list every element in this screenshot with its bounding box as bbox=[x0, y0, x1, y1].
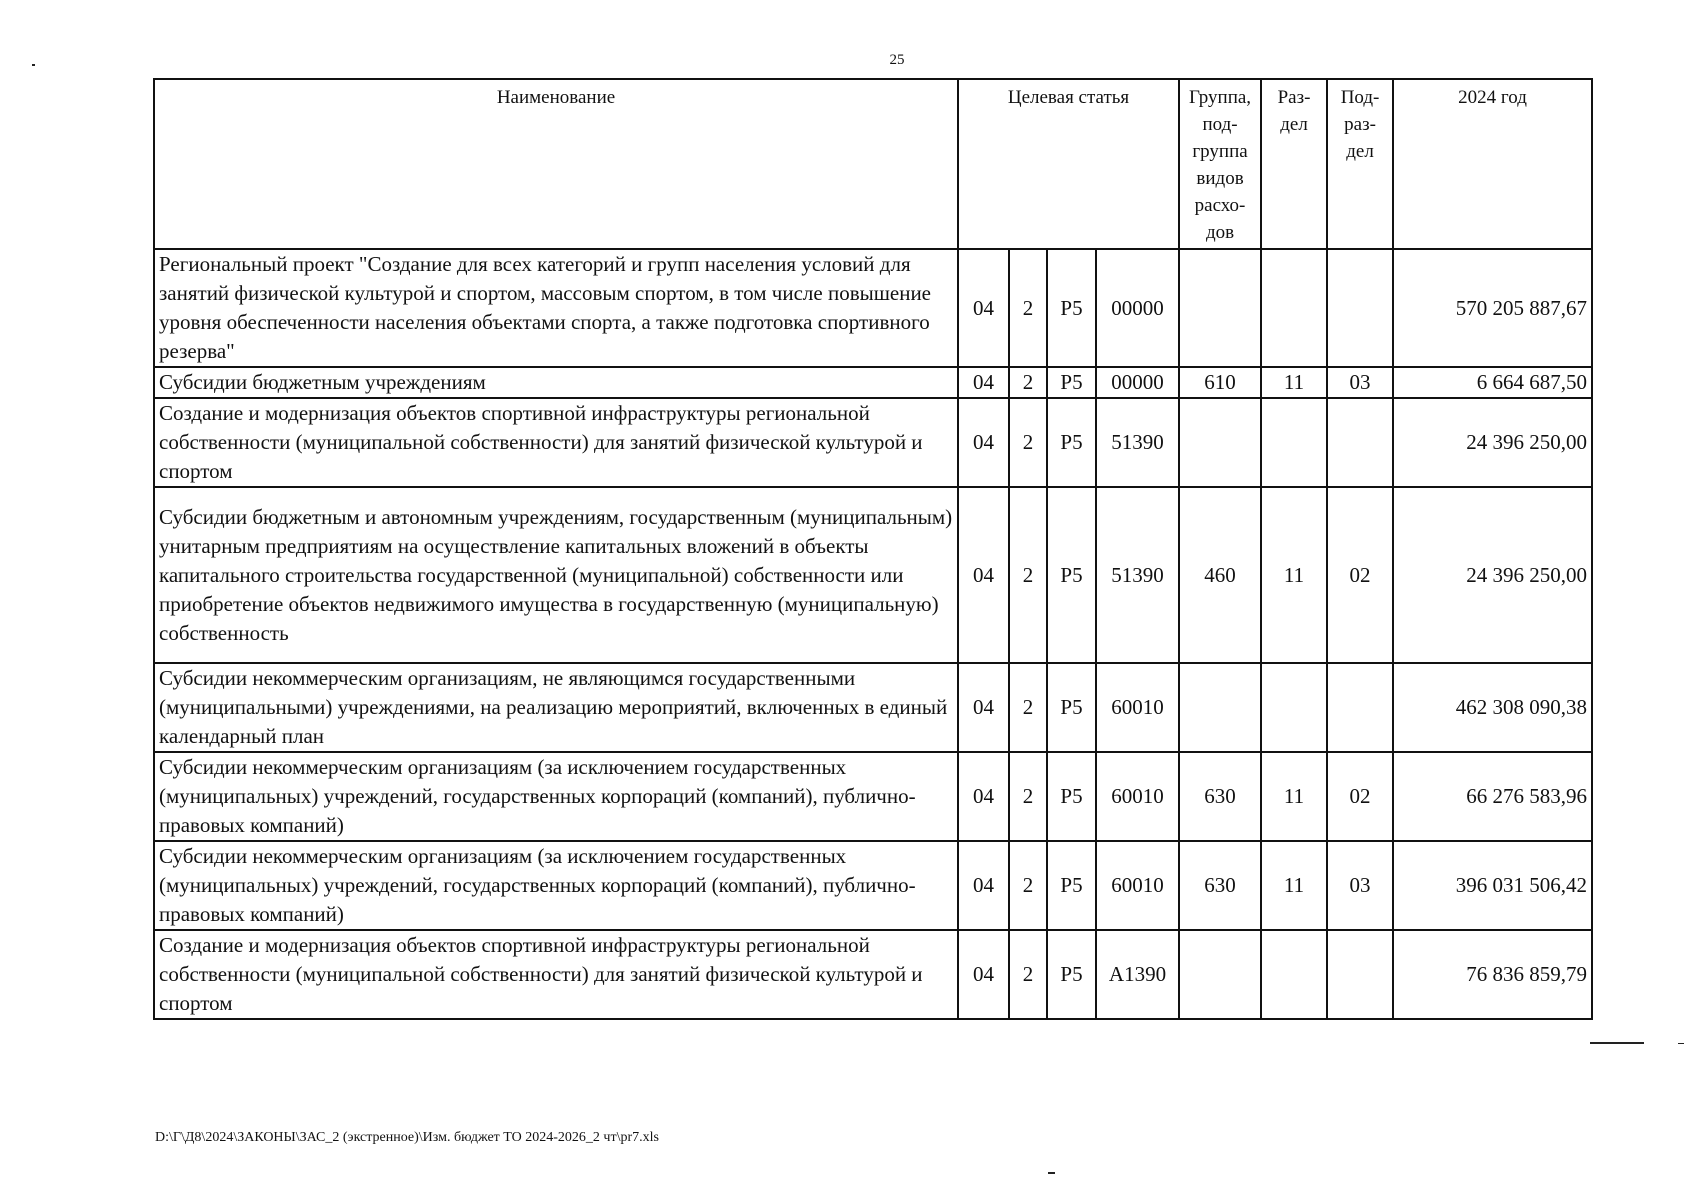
row-section-cell bbox=[1261, 398, 1327, 487]
row-target-part1-cell: 04 bbox=[958, 663, 1009, 752]
row-expense-group-cell bbox=[1179, 249, 1261, 367]
row-amount-cell: 396 031 506,42 bbox=[1393, 841, 1592, 930]
row-target-part1-cell: 04 bbox=[958, 487, 1009, 663]
scan-artifact-mark bbox=[1048, 1172, 1055, 1174]
row-expense-group-cell bbox=[1179, 663, 1261, 752]
row-subsection-cell bbox=[1327, 249, 1393, 367]
file-path-footer: D:\Г\Д8\2024\ЗАКОНЫ\ЗАС_2 (экстренное)\Изм. бюджет ТО 2024-2026_2 чт\pr7.xls bbox=[155, 1130, 659, 1145]
row-name-cell: Создание и модернизация объектов спортивной инфраструктуры региональной собственности (муниципальной собственности) для занятий физической культурой и спортом bbox=[154, 930, 958, 1019]
table-row bbox=[154, 663, 1592, 752]
row-target-part4-cell: 51390 bbox=[1096, 487, 1179, 663]
row-target-part2-cell: 2 bbox=[1009, 249, 1047, 367]
row-target-part2-cell: 2 bbox=[1009, 398, 1047, 487]
table-row bbox=[154, 487, 1592, 663]
row-target-part2-cell: 2 bbox=[1009, 367, 1047, 398]
row-target-part4-cell: A1390 bbox=[1096, 930, 1179, 1019]
row-target-part2-cell: 2 bbox=[1009, 663, 1047, 752]
row-target-part4-cell: 00000 bbox=[1096, 367, 1179, 398]
row-target-part2-cell: 2 bbox=[1009, 841, 1047, 930]
scan-artifact-mark bbox=[1590, 1042, 1644, 1044]
row-target-part4-cell: 51390 bbox=[1096, 398, 1179, 487]
row-target-part4-cell: 00000 bbox=[1096, 249, 1179, 367]
row-expense-group-cell bbox=[1179, 930, 1261, 1019]
row-expense-group-cell: 460 bbox=[1179, 487, 1261, 663]
row-target-part1-cell: 04 bbox=[958, 752, 1009, 841]
row-expense-group-cell: 630 bbox=[1179, 841, 1261, 930]
row-target-part4-cell: 60010 bbox=[1096, 841, 1179, 930]
row-expense-group-cell: 630 bbox=[1179, 752, 1261, 841]
row-subsection-cell: 03 bbox=[1327, 367, 1393, 398]
row-target-part3-cell: P5 bbox=[1047, 841, 1096, 930]
row-target-part1-cell: 04 bbox=[958, 398, 1009, 487]
row-name-cell: Создание и модернизация объектов спортивной инфраструктуры региональной собственности (муниципальной собственности) для занятий физической культурой и спортом bbox=[154, 398, 958, 487]
row-expense-group-cell: 610 bbox=[1179, 367, 1261, 398]
row-name-cell: Субсидии некоммерческим организациям, не являющимся государственными (муниципальными) учреждениями, на реализацию мероприятий, включенных в единый календарный план bbox=[154, 663, 958, 752]
table-row bbox=[154, 249, 1592, 367]
row-target-part4-cell: 60010 bbox=[1096, 752, 1179, 841]
table-row bbox=[154, 752, 1592, 841]
row-name-cell: Субсидии некоммерческим организациям (за исключением государственных (муниципальных) учреждений, государственных корпораций (компаний), публично-правовых компаний) bbox=[154, 752, 958, 841]
row-target-part3-cell: P5 bbox=[1047, 487, 1096, 663]
row-target-part3-cell: P5 bbox=[1047, 398, 1096, 487]
row-amount-cell: 6 664 687,50 bbox=[1393, 367, 1592, 398]
row-section-cell: 11 bbox=[1261, 841, 1327, 930]
row-target-part3-cell: P5 bbox=[1047, 930, 1096, 1019]
row-target-part2-cell: 2 bbox=[1009, 930, 1047, 1019]
row-target-part3-cell: P5 bbox=[1047, 752, 1096, 841]
row-target-part4-cell: 60010 bbox=[1096, 663, 1179, 752]
budget-table bbox=[153, 78, 1593, 1020]
header-name: Наименование bbox=[154, 79, 958, 249]
table-row bbox=[154, 841, 1592, 930]
row-subsection-cell: 03 bbox=[1327, 841, 1393, 930]
row-amount-cell: 24 396 250,00 bbox=[1393, 398, 1592, 487]
row-section-cell: 11 bbox=[1261, 487, 1327, 663]
header-section: Раз- дел bbox=[1261, 79, 1327, 249]
row-target-part3-cell: P5 bbox=[1047, 367, 1096, 398]
header-target-article: Целевая статья bbox=[958, 79, 1179, 249]
row-section-cell bbox=[1261, 930, 1327, 1019]
row-target-part1-cell: 04 bbox=[958, 249, 1009, 367]
table-row bbox=[154, 367, 1592, 398]
row-target-part3-cell: P5 bbox=[1047, 663, 1096, 752]
table-row bbox=[154, 930, 1592, 1019]
row-section-cell bbox=[1261, 249, 1327, 367]
row-subsection-cell bbox=[1327, 398, 1393, 487]
row-target-part1-cell: 04 bbox=[958, 367, 1009, 398]
row-section-cell: 11 bbox=[1261, 367, 1327, 398]
page-number: 25 bbox=[889, 52, 905, 68]
row-name-cell: Субсидии бюджетным и автономным учреждениям, государственным (муниципальным) унитарным предприятиям на осуществление капитальных вложений в объекты капитального строительства государственной (муниципальной) собственности или приобретение объектов недвижимого имущества в государственную (муниципальную) собственность bbox=[154, 487, 958, 663]
row-expense-group-cell bbox=[1179, 398, 1261, 487]
row-section-cell: 11 bbox=[1261, 752, 1327, 841]
row-target-part2-cell: 2 bbox=[1009, 752, 1047, 841]
row-amount-cell: 66 276 583,96 bbox=[1393, 752, 1592, 841]
row-name-cell: Региональный проект "Создание для всех категорий и групп населения условий для занятий физической культурой и спортом, массовым спортом, в том числе повышение уровня обеспеченности населения объектами спорта, а также подготовка спортивного резерва" bbox=[154, 249, 958, 367]
header-subsection: Под- раз- дел bbox=[1327, 79, 1393, 249]
row-subsection-cell bbox=[1327, 663, 1393, 752]
table-row bbox=[154, 398, 1592, 487]
row-name-cell: Субсидии бюджетным учреждениям bbox=[154, 367, 958, 398]
header-amount-2024: 2024 год bbox=[1393, 79, 1592, 249]
row-amount-cell: 570 205 887,67 bbox=[1393, 249, 1592, 367]
row-target-part1-cell: 04 bbox=[958, 930, 1009, 1019]
row-target-part3-cell: P5 bbox=[1047, 249, 1096, 367]
row-section-cell bbox=[1261, 663, 1327, 752]
row-target-part1-cell: 04 bbox=[958, 841, 1009, 930]
row-subsection-cell bbox=[1327, 930, 1393, 1019]
row-subsection-cell: 02 bbox=[1327, 752, 1393, 841]
row-amount-cell: 462 308 090,38 bbox=[1393, 663, 1592, 752]
row-amount-cell: 24 396 250,00 bbox=[1393, 487, 1592, 663]
row-amount-cell: 76 836 859,79 bbox=[1393, 930, 1592, 1019]
scan-artifact-mark bbox=[32, 64, 35, 66]
row-target-part2-cell: 2 bbox=[1009, 487, 1047, 663]
scan-artifact-mark bbox=[1678, 1043, 1684, 1044]
table-header-row bbox=[154, 79, 1592, 249]
row-name-cell: Субсидии некоммерческим организациям (за исключением государственных (муниципальных) учреждений, государственных корпораций (компаний), публично-правовых компаний) bbox=[154, 841, 958, 930]
header-expense-group: Группа, под- группа видов расхо- дов bbox=[1179, 79, 1261, 249]
row-subsection-cell: 02 bbox=[1327, 487, 1393, 663]
